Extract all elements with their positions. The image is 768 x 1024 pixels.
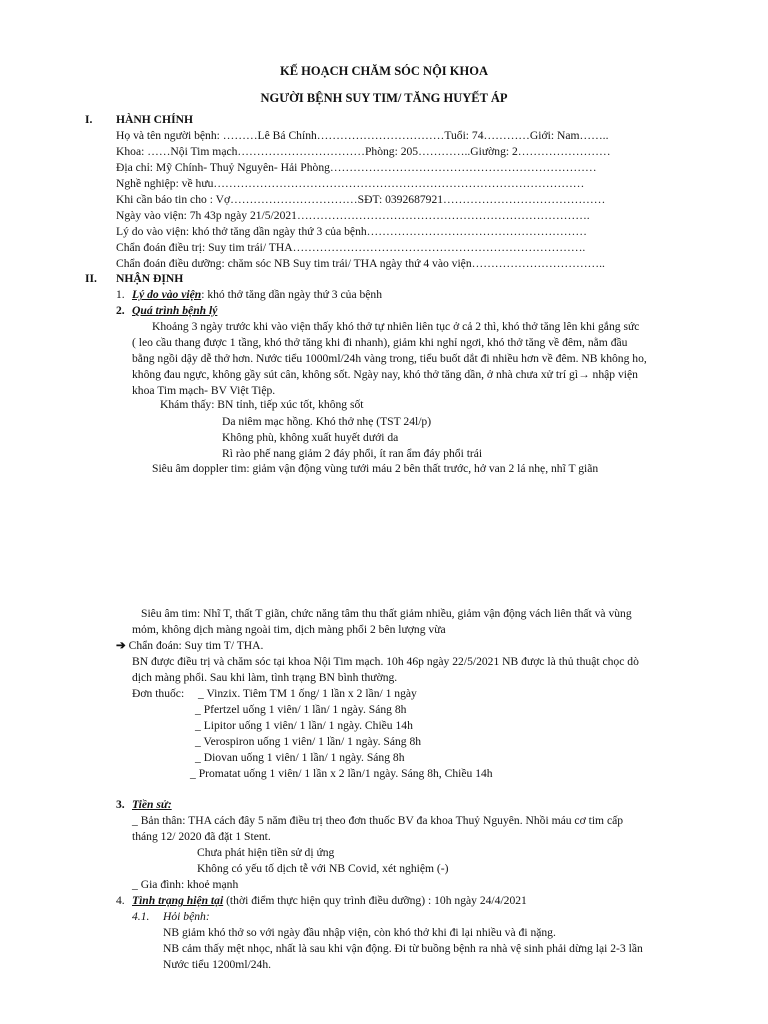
admission-reason-line: Lý do vào viện: khó thở tăng dần ngày thứ 3 của bệnh………………………………………………… [116, 225, 587, 238]
arrow-icon: → [578, 368, 590, 381]
diagnosis-text: Chẩn đoán: Suy tim T/ THA. [125, 639, 264, 652]
past-history-line-4: Không có yếu tố dịch tễ với NB Covid, xét nghiệm (-) [197, 862, 449, 875]
echo-line-2: mỏm, không dịch màng ngoài tim, dịch màng phổi 2 bên lượng vừa [132, 623, 446, 636]
history-paragraph-text: không đau ngực, không gầy sút cân, không sốt. Ngày nay, khó thở tăng dần, ở nhà chưa xử trí gì [132, 368, 579, 381]
interview-line-1: NB giảm khó thở so với ngày đầu nhập viện, còn khó thở khi đi lại nhiều và đi nặng. [163, 926, 556, 939]
item-4-number: 4. [116, 894, 125, 907]
treatment-diagnosis-line: Chẩn đoán điều trị: Suy tim trái/ THA…………………………………………………………………. [116, 241, 586, 254]
section-2-heading: NHẬN ĐỊNH [116, 272, 184, 285]
patient-name-line: Họ và tên người bệnh: ………Lê Bá Chính……………………………Tuổi: 74…………Giới: Nam…….. [116, 129, 609, 142]
address-line: Địa chỉ: Mỹ Chính- Thuỷ Nguyên- Hải Phòng…………………………………………………………… [116, 161, 597, 174]
item-3-number: 3. [116, 798, 125, 811]
history-paragraph-line-2: ( leo cầu thang được 1 tầng, khó thở tăng khi đi nhanh), giảm khi nghỉ ngơi, khó thở tăng về đêm, nằm đầu [132, 336, 628, 349]
department-line: Khoa: ……Nội Tim mạch……………………………Phòng: 205…………..Giường: 2…………………… [116, 145, 611, 158]
document-subtitle: NGƯỜI BỆNH SUY TIM/ TĂNG HUYẾT ÁP [260, 91, 508, 105]
interview-line-3: Nước tiểu 1200ml/24h. [163, 958, 272, 971]
item-4-line [132, 893, 527, 908]
item-1-label: Lý do vào viện [132, 288, 202, 301]
history-paragraph-line-4 [132, 367, 638, 382]
past-history-line-1: _ Bản thân: THA cách đây 5 năm điều trị theo đơn thuốc BV đa khoa Thuỷ Nguyên. Nhồi máu cơ tim cấp [132, 814, 624, 827]
item-4-1-label: Hỏi bệnh: [163, 910, 210, 923]
history-paragraph-line-5: khoa Tim mạch- BV Việt Tiệp. [132, 384, 276, 397]
item-2-label: Quá trình bệnh lý [132, 304, 218, 317]
nursing-diagnosis-line: Chẩn đoán điều dưỡng: chăm sóc NB Suy tim trái/ THA ngày thứ 4 vào viện…………………………….. [116, 257, 605, 270]
occupation-line: Nghề nghiệp: về hưu…………………………………………………………………………………… [116, 177, 585, 190]
item-1-number: 1. [116, 288, 125, 301]
item-1-line [132, 287, 382, 302]
diagnosis-arrow-icon: ➔ [116, 639, 126, 652]
treatment-line-1: BN được điều trị và chăm sóc tại khoa Nội Tim mạch. 10h 46p ngày 22/5/2021 NB được là thủ thuật chọc dò [132, 655, 639, 668]
history-paragraph-line-3: bằng ngồi dậy dễ thở hơn. Nước tiểu 1000ml/24h vàng trong, tiểu buốt dắt đi nhiều hơn về đêm. NB không ho, [132, 352, 647, 365]
prescription-item-2: _ Pfertzel uống 1 viên/ 1 lần/ 1 ngày. Sáng 8h [195, 703, 407, 716]
prescription-label: Đơn thuốc: [132, 687, 185, 700]
contact-line: Khi cần báo tin cho : Vợ……………………………SĐT: 0392687921…………………………………… [116, 193, 606, 206]
family-history-line: _ Gia đình: khoẻ mạnh [132, 878, 239, 891]
prescription-item-6: _ Promatat uống 1 viên/ 1 lần x 2 lần/1 ngày. Sáng 8h, Chiều 14h [190, 767, 493, 780]
history-paragraph-line-1: Khoảng 3 ngày trước khi vào viện thấy khó thở tự nhiên liên tục ở cả 2 thì, khó thở tăng lên khi gắng sức [152, 320, 640, 333]
exam-line-4: Rì rào phế nang giảm 2 đáy phổi, ít ran ẩm đáy phổi trái [222, 447, 483, 460]
past-history-line-3: Chưa phát hiện tiền sử dị ứng [197, 846, 335, 859]
section-2-number: II. [85, 272, 97, 285]
treatment-line-2: dịch màng phổi. Sau khi làm, tình trạng BN bình thường. [132, 671, 398, 684]
section-1-heading: HÀNH CHÍNH [116, 113, 193, 126]
interview-line-2: NB cảm thấy mệt nhọc, nhất là sau khi vận động. Đi từ buồng bệnh ra nhà vệ sinh phải dừng lại 2-3 lần [163, 942, 643, 955]
echo-line-1: Siêu âm tim: Nhĩ T, thất T giãn, chức năng tâm thu thất giảm nhiều, giảm vận động vách liên thất và vùng [141, 607, 632, 620]
item-4-text: (thời điểm thực hiện quy trình điều dưỡng) : 10h ngày 24/4/2021 [223, 894, 527, 907]
item-2-number: 2. [116, 304, 125, 317]
document-title: KẾ HOẠCH CHĂM SÓC NỘI KHOA [280, 64, 488, 78]
past-history-line-2: tháng 12/ 2020 đã đặt 1 Stent. [132, 830, 271, 843]
item-4-label: Tình trạng hiện tại [132, 894, 224, 907]
item-4-1-number: 4.1. [132, 910, 150, 923]
prescription-item-3: _ Lipitor uống 1 viên/ 1 lần/ 1 ngày. Chiều 14h [195, 719, 413, 732]
item-3-label: Tiền sử: [132, 798, 172, 811]
exam-line-2: Da niêm mạc hồng. Khó thở nhẹ (TST 24l/p) [222, 415, 432, 428]
item-1-text: : khó thở tăng dần ngày thứ 3 của bệnh [201, 288, 383, 301]
history-paragraph-admit: nhập viện [589, 368, 638, 381]
admission-date-line: Ngày vào viện: 7h 43p ngày 21/5/2021…………………………………………………………………. [116, 209, 590, 222]
exam-line-1: Khám thấy: BN tỉnh, tiếp xúc tốt, không sốt [160, 398, 364, 411]
section-1-number: I. [85, 113, 93, 126]
diagnosis-line [116, 638, 263, 653]
exam-line-3: Không phù, không xuất huyết dưới da [222, 431, 399, 444]
prescription-item-1: _ Vinzix. Tiêm TM 1 ống/ 1 lần x 2 lần/ 1 ngày [198, 687, 417, 700]
prescription-item-5: _ Diovan uống 1 viên/ 1 lần/ 1 ngày. Sáng 8h [195, 751, 405, 764]
prescription-item-4: _ Verospiron uống 1 viên/ 1 lần/ 1 ngày. Sáng 8h [195, 735, 422, 748]
doppler-line: Siêu âm doppler tim: giảm vận động vùng tưới máu 2 bên thất trước, hở van 2 lá nhẹ, nhĩ T giãn [152, 462, 599, 475]
